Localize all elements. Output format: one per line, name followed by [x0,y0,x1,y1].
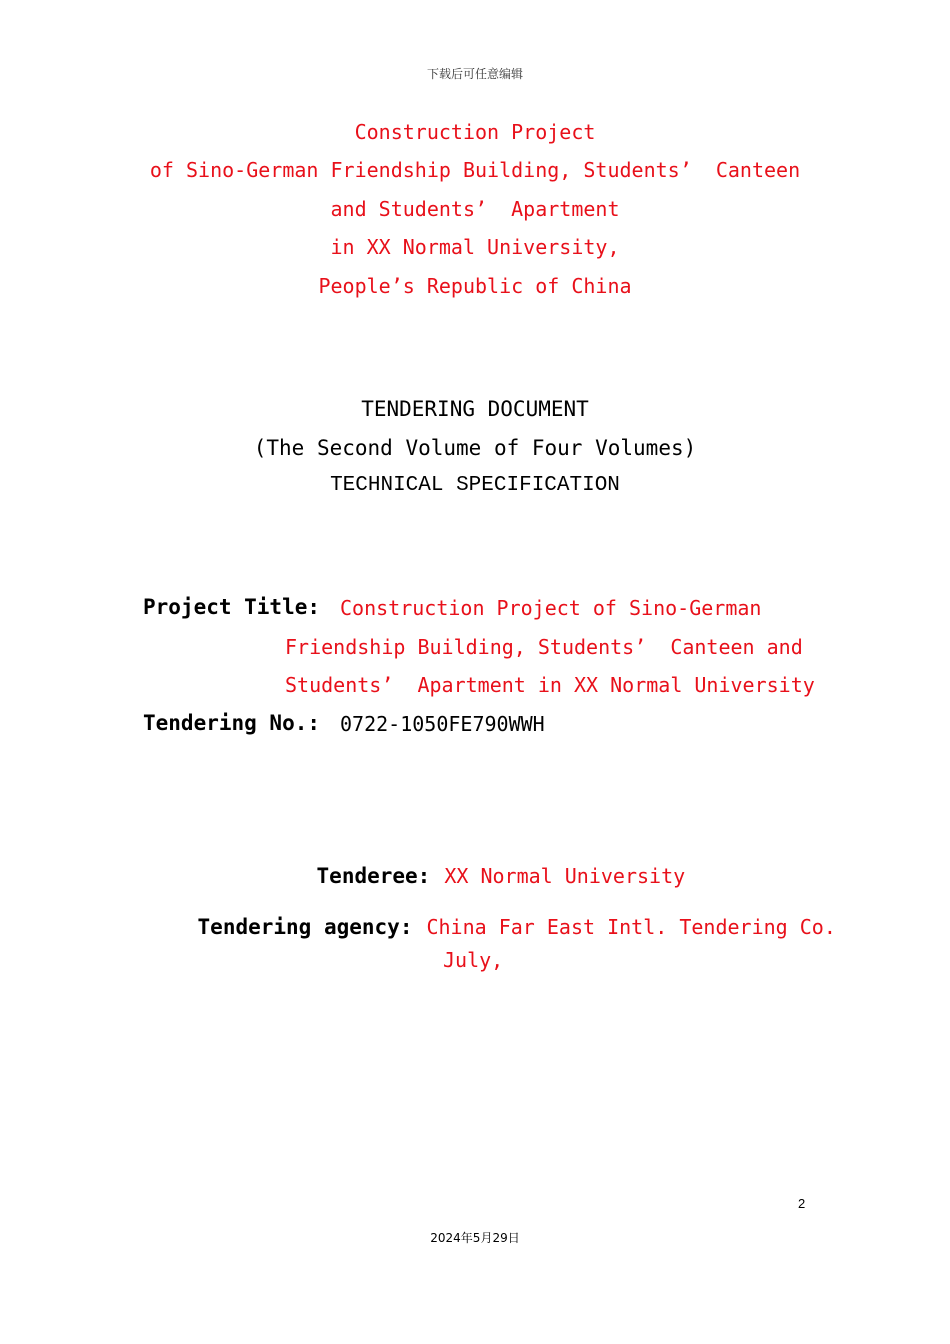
document-spec: TECHNICAL SPECIFICATION [330,474,620,497]
project-title-value: Students’ Apartment in XX Normal University [285,673,815,697]
document-title: TENDERING DOCUMENT [361,397,589,421]
tendering-no-value: 0722-1050FE790WWH [340,712,545,736]
page-number: 2 [798,1196,806,1211]
tenderee-label: Tenderee: [316,864,431,888]
project-heading-line: of Sino-German Friendship Building, Students’ Canteen [149,158,801,182]
tenderee-value: XX Normal University [444,864,686,888]
project-heading-line: People’s Republic of China [318,274,632,298]
project-title-value: Construction Project of Sino-German [340,596,762,620]
project-heading-line: and Students’ Apartment [330,197,620,221]
document-volume: (The Second Volume of Four Volumes) [253,436,697,460]
footer-date: 2024年5月29日 [430,1231,520,1245]
project-heading-line: Construction Project [354,120,596,144]
project-heading-line: in XX Normal University, [330,235,620,259]
agency-value: China Far East Intl. Tendering Co. [426,915,836,939]
tendering-no-label: Tendering No.: [143,711,321,735]
agency-label: Tendering agency: [197,915,413,939]
project-title-value: Friendship Building, Students’ Canteen and [285,635,803,659]
document-date: July, [443,948,504,972]
header-note: 下载后可任意编辑 [426,67,523,81]
project-title-label: Project Title: [143,595,321,619]
